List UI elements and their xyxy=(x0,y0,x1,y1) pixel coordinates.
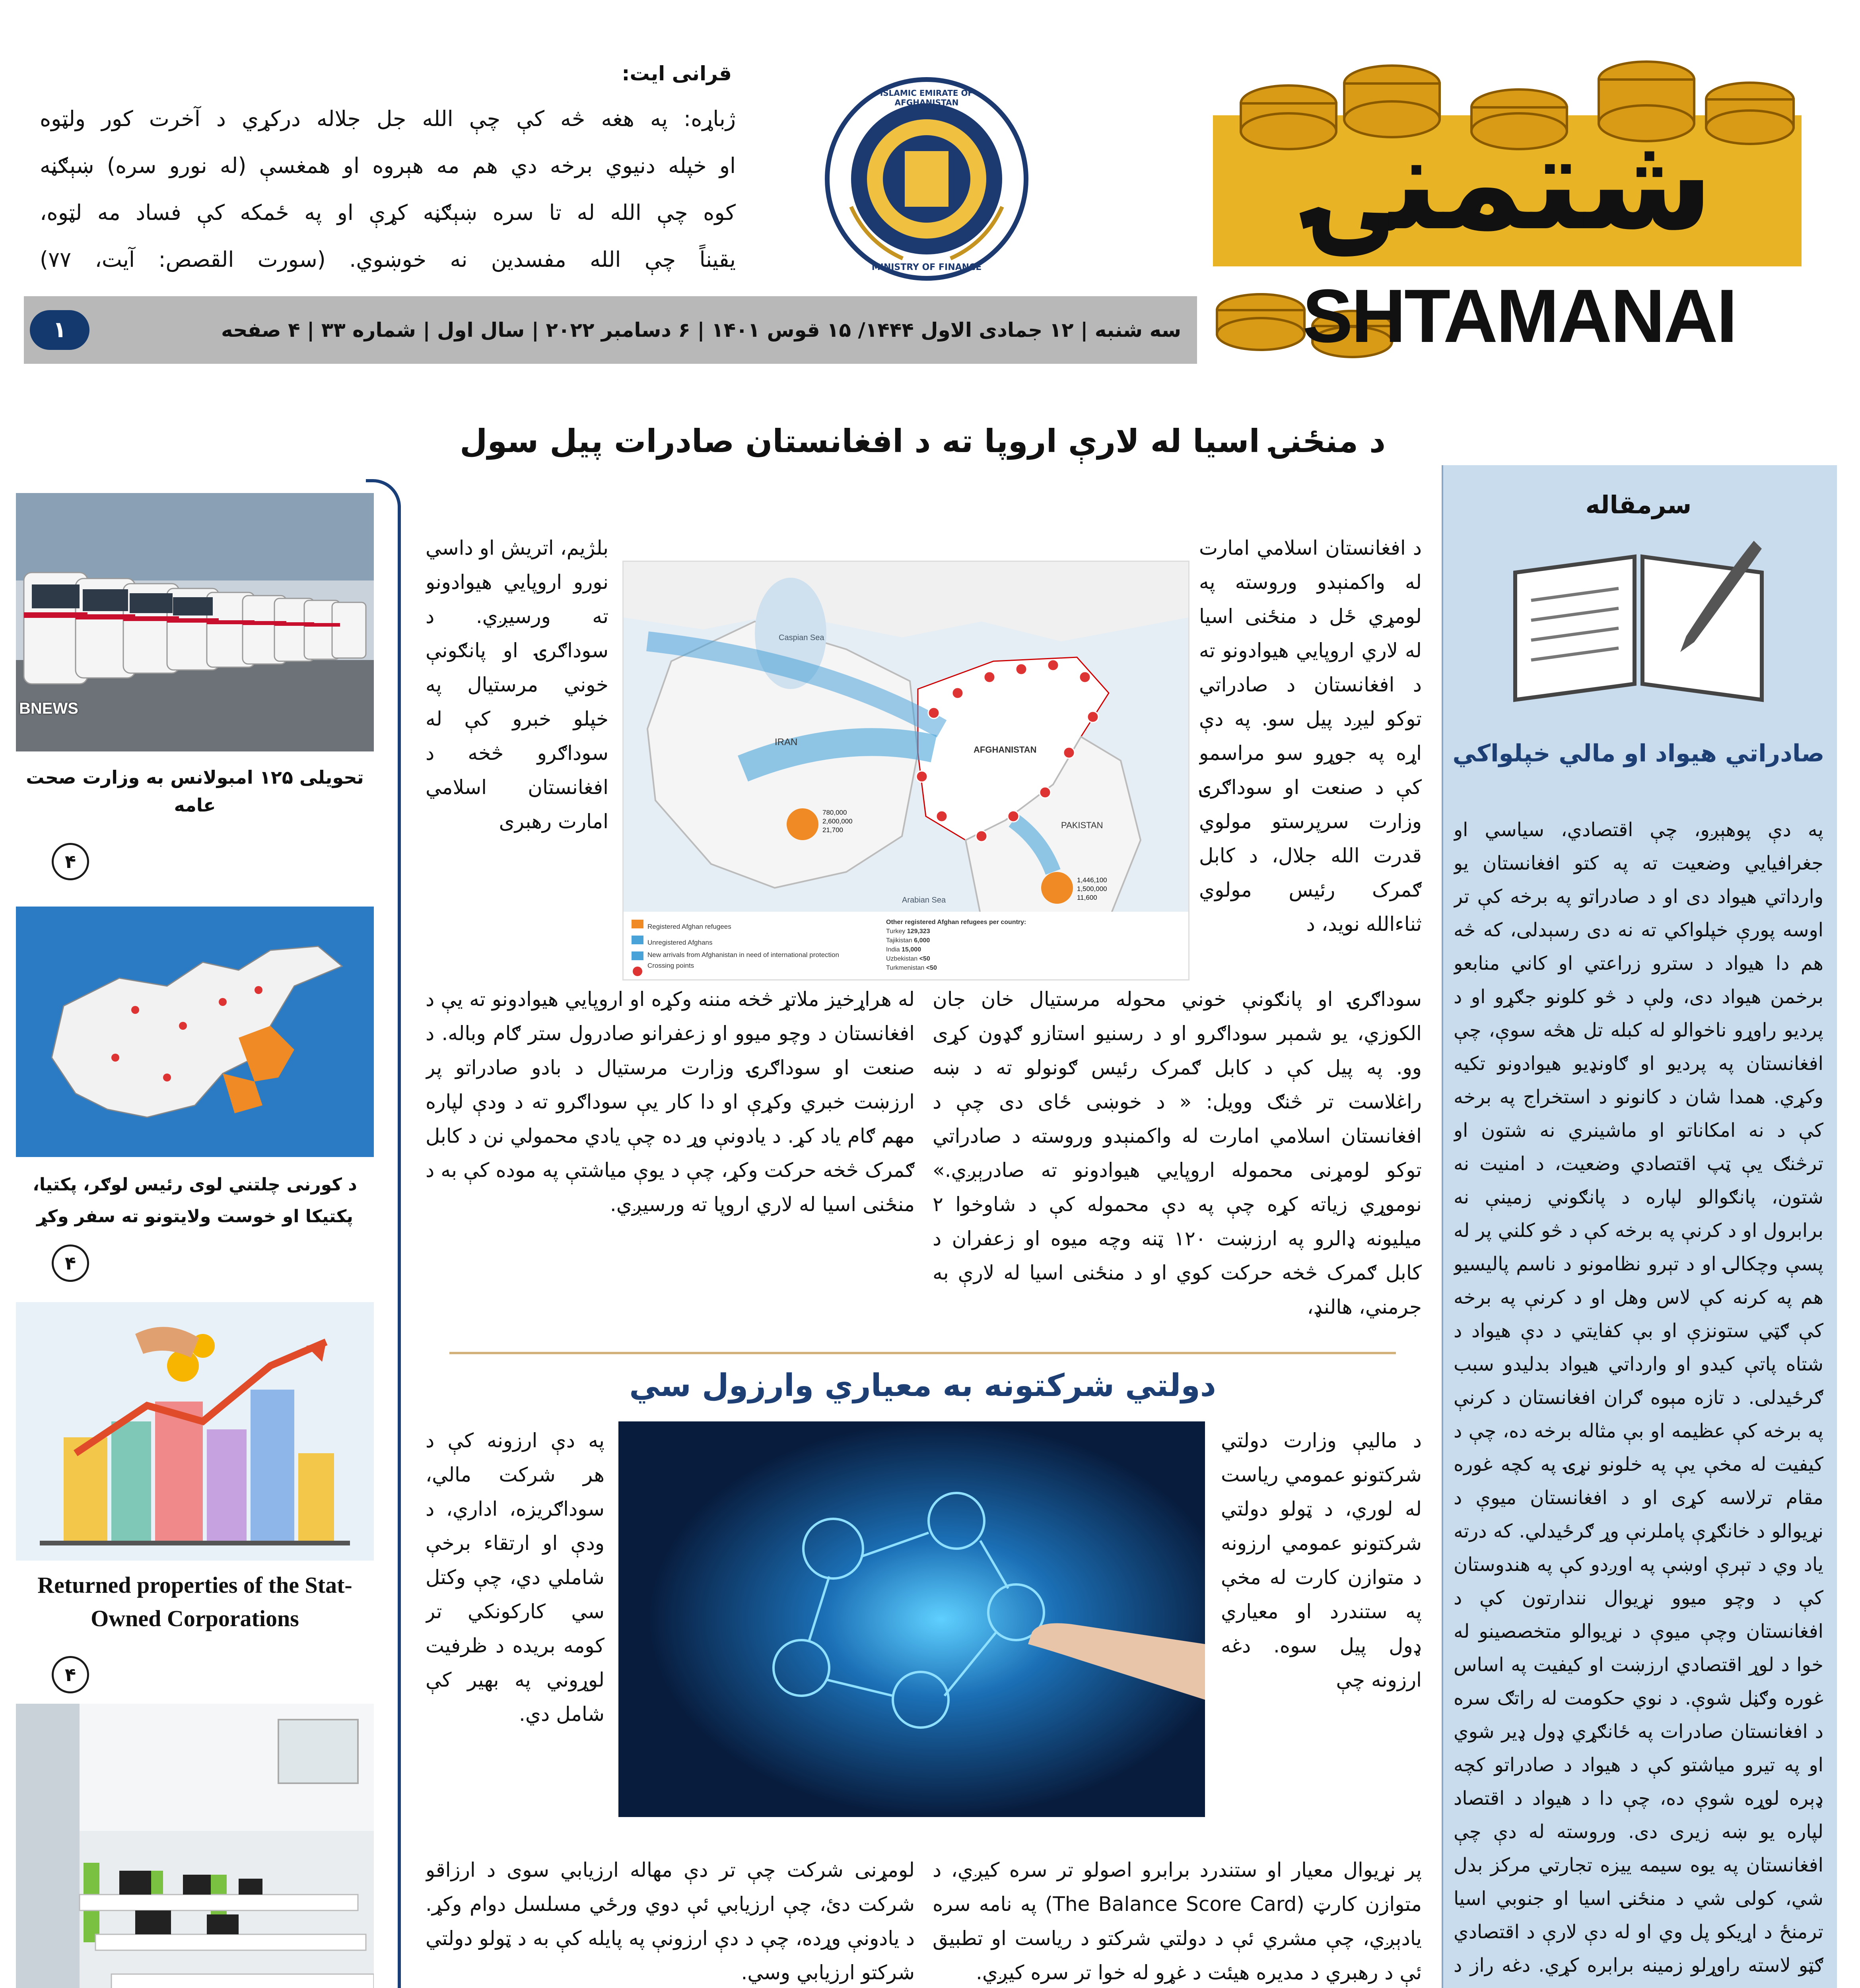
sidebar-caption: Returned properties of the Stat-Owned Corporations xyxy=(37,1572,352,1631)
quran-line: ژباړه: په هغه څه کې چې الله جل جلاله درکړي د آخرت کور ولټوه xyxy=(40,106,736,131)
legend-row: Turkmenistan <50 xyxy=(886,965,937,971)
afghanistan-map-photo xyxy=(16,907,374,1157)
sidebar-item-visit[interactable] xyxy=(16,907,374,1356)
article-divider xyxy=(449,1352,1396,1354)
article2-title: دولتي شرکتونه به معیاري وارزول سي xyxy=(629,1368,1216,1404)
page-ref-badge: ۴ xyxy=(52,843,89,880)
article2-col-left: په دې ارزونه کې د هر شرکت مالي، سوداګریزه، اداري، د ودې او ارتقاء برخې شاملي دي، چې وکتل سي کارکونکي تر کومه بریده د ظرفیت لوړوني په بهیر کې شامل دي. xyxy=(426,1429,604,1726)
map-legend xyxy=(647,919,870,974)
article1-col-left: بلژیم، اتریش او داسي نورو اروپایي هیوادونو ته ورسیږي. د سوداګرۍ او پانګونې خوني مرستیال په خپلو خبرو کې له سوداګرو څخه د افغانستان اسلامي امارت رهبری xyxy=(426,536,608,833)
quran-line: کوه چې الله له تا سره ښېګڼه کړې او په ځمکه کې فساد مه لټوه، xyxy=(40,200,736,225)
article1-title: د منځنۍ اسیا له لارې اروپا ته د افغانستان صادرات پیل سول xyxy=(459,423,1386,460)
sidebar-item-ambulance[interactable] xyxy=(16,493,374,922)
book-quill-icon xyxy=(1499,533,1778,704)
page-ref-badge: ۴ xyxy=(52,1244,89,1282)
properties-illustration xyxy=(16,1302,374,1561)
sidebar-caption: د کورنی چلتني لوی رئیس لوګر، پکتیا، پکتیکا او خوست ولایتونو ته سفر وکړ xyxy=(33,1175,357,1227)
sidebar-item-hiring[interactable] xyxy=(16,1704,374,1988)
sidebar xyxy=(16,493,374,1988)
refugee-map xyxy=(622,561,1189,980)
masthead xyxy=(0,0,1860,374)
legend-item: Crossing points xyxy=(647,962,694,969)
article2-wide-right: پر نړیوال معیار او ستندرد برابرو اصولو تر سره کیږي، د متوازن کارټ (The Balance Score Card) په نامه سره یادېږي، چې مشري ئې د دولتي شرکتو د ریاست او تطبیق ئې د رهبري د مدیره هیئت د غړو له خوا تر سره کیږي. xyxy=(933,1858,1422,1984)
legend-item: New arrivals from Afghanistan in need of international protection xyxy=(647,951,839,959)
quran-line: او خپله دنیوي برخه دي هم مه هېروه او همغسې (له نورو سره) ښېګڼه xyxy=(40,153,736,178)
office-photo xyxy=(16,1704,374,1988)
article1-col-right: د افغانستان اسلامي امارت له واکمنېدو وروسته په لومړي ځل د منځنی اسیا له لاري اروپایي هیوادونو ته د افغانستان د صادراتي توکو لیږد پیل سو. په دې اړه په جوړو سو مراسمو کې د صنعت او سوداګرۍ وزارت سرپرستو مولوي قدرت الله جلال، د کابل ګمرک رئیس مولوي ثناءالله نوید، د xyxy=(1199,536,1422,936)
emblem-top-text: ISLAMIC EMIRATE OF AFGHANISTAN xyxy=(880,88,974,107)
legend-row: Turkey 129,323 xyxy=(886,928,930,935)
map-stat: 780,000 xyxy=(822,809,847,816)
map-label: Caspian Sea xyxy=(779,633,824,642)
logo-script: شتمنۍ xyxy=(1312,107,1714,259)
map-stat: 1,446,100 xyxy=(1077,876,1107,884)
sidebar-item-properties[interactable] xyxy=(16,1302,374,1720)
ministry-emblem xyxy=(823,76,1030,282)
map-stat: 21,700 xyxy=(822,826,843,834)
page-ref-badge: ۴ xyxy=(52,1656,89,1693)
digital-security-photo xyxy=(618,1421,1205,1817)
logo xyxy=(1201,56,1825,366)
article2-wide-left: لومړنی شرکت چې تر دې مهاله ارزیابي سوی د ارزاقو شرکت دئ، چې ارزیابي ئې دوي ورځي مسلسل دوام وکړ. د یادونې وړده، چې د دې ارزونې په پایله کې به د ټولو دولتي شرکتو ارزیابي وسي. xyxy=(426,1858,915,1984)
page-number: ۱ xyxy=(52,317,67,343)
emblem-bottom-text: MINISTRY OF FINANCE xyxy=(871,262,982,272)
ambulance-photo xyxy=(16,493,374,751)
dateline-text: سه شنبه | ۱۲ جمادی الاول ۱۴۴۴/ ۱۵ قوس ۱۴۰۱ | ۶ دسامبر ۲۰۲۲ | سال اول | شماره ۳۳ | ۴ صفحه xyxy=(221,318,1181,342)
legend-title: Other registered Afghan refugees per country: xyxy=(886,919,1026,926)
editorial-header: سرمقاله xyxy=(1585,490,1692,519)
legend-row: Tajikistan 6,000 xyxy=(886,937,930,944)
quran-title: قرانی ایت: xyxy=(622,62,732,85)
map-label: AFGHANISTAN xyxy=(974,745,1037,755)
legend-row: Uzbekistan <50 xyxy=(886,955,930,962)
editorial-body: په دې پوهېږو، چې اقتصادي، سیاسي او جغرافیایي وضعیت ته په کتو افغانستان یو وارداتي هیواد دی او د صادراتو په برخه کې تر اوسه پورې خپلواکي ته نه دی رسېدلی، که څه هم دا هیواد د سترو زراعتي او کاني منابعو برخمن هیواد دی، ولې د څو کلونو جګړو او د پردیو راوړو ناخوالو له کبله تل هڅه سوې، چې افغانستان په پردیو او ګاونډیو هیوادونو تکیه وکړي. همدا شان د کانونو د استخراج په برخه کې د نه امکاناتو او ماشینري نه شتون او ترڅنګ یې ټپ اقتصادي وضعیت، د امنیت نه شتون، پانګوالو لپاره د پانګوني زمینې نه برابرول او د کرنې په برخه کې د څو کلني پر له پسې وچکالۍ او د تېرو نظامونو د ناسم پالیسیو هم په کرنه کې لاس وهل او د کرنې په برخه کې ګټي ستونزې او بې کفایتي د دې هیواد د شتاه پاتې کیدو او وارداتي هیواد بدلیدو سبب ګرځیدلی. د تازه مېوه ګران افغانستان د کرنې په برخه کې عظیمه او بې مثاله برخه ده، چې د کیفیت له مخې یې په خلونو نړۍ په کچه غوره مقام ترلاسه کړی او د افغانستان میوې د نړیوالو د خانګړې پاملرنې وړ ګرځیدلي. که درته یاد وي د تېرې اوښې په اوږدو کې په هندوستان کې د وچو میوو نړیوال نندارتون کې د افغانستان وچې میوې د نړیوالو متخصصینو له خوا د لوړ اقتصادي ارزښت او کیفیت په اساس غوره وګڼل شوې. د نوي حکومت له راتګ سره د افغانستان صادرات په ځانګړي ډول ډیر شوي او په تیرو میاشتو کې د هیواد د صادراتو کچه ډېره لوړه شوې ده، چې دا د هیواد د اقتصاد لپاره یو ښه زیری دی. وروسته له دې چې افغانستان په یوه سیمه ییزه تجارتي مرکز بدل شي، کولی شي د منځنۍ اسیا او جنوبي اسیا ترمنځ د اړیکو پل وي او له دې لارې د اقتصادي ګټو لاسته راوړلو زمینه برابره کړي. دغه راز د xyxy=(1454,819,1823,1976)
map-stat-iran xyxy=(822,808,853,835)
article1-wide-right: سوداګرۍ او پانګونې خوني محوله مرستیال خان جان الکوزي، یو شمېر سوداګرو او د رسنیو استازو ګډون کړی وو. په پیل کې د کابل ګمرک رئیس ګونولو ته د ښه راغلاست تر څنګ وویل: « د خوښی ځای دی چې د افغانستان اسلامي امارت له واکمنېدو وروسته د صادراتي توکو لومړنی محموله اروپایي هیوادونو ته صادرېږي.» نوموړي زیاته کړه چې په دې محموله کې د شاوخوا ۲ میلیونه ډالرو په ارزښت ۱۲۰ ټنه وچه میوه او زعفران د کابل ګمرک څخه حرکت کوي او د منځنی اسیا له لارې به جرمني، هالنډ، xyxy=(933,988,1422,1318)
article1-wide-left: له هراړخیز ملاتړ څخه مننه وکړه او اروپایي هیوادونو ته یې د افغانستان د وچو میوو او زعفرانو صادرول ستر ګام وباله. د صنعت او سوداګرۍ وزارت مرستیال د بادو صادراتو پر ارزښت خبري وکړې او دا کار یې سوداګرو ته د ودې لپاره مهم ګام یاد کړ. د یادونې وړ ده چې یادي محمولي نن د کابل ګمرک څخه حرکت وکړ، چې د یوې میاشتې په موده کې به د منځنی اسیا له لاري اروپا ته ورسیږي. xyxy=(426,988,915,1216)
map-label: Arabian Sea xyxy=(902,896,946,905)
editorial-title: صادراتي هیواد او مالي خپلواکي xyxy=(1452,740,1825,767)
photo-watermark: BNEWS xyxy=(19,700,78,717)
logo-latin: SHTAMANAI xyxy=(1302,274,1736,358)
map-label: IRAN xyxy=(775,737,798,747)
map-stat: 2,600,000 xyxy=(822,817,853,825)
quran-line: یقیناً چې الله مفسدین نه خوښوي. (سورت القصص: آیت، ۷۷) xyxy=(40,247,736,272)
legend-row: India 15,000 xyxy=(886,946,921,953)
map-label: PAKISTAN xyxy=(1061,820,1103,830)
legend-item: Registered Afghan refugees xyxy=(647,923,731,930)
sidebar-caption: تحویلی ۱۲۵ امبولانس به وزارت صحت عامه xyxy=(26,767,364,816)
quran-verse xyxy=(40,95,736,283)
map-legend-2 xyxy=(886,918,1053,973)
article2-col-right: د مالیې وزارت دولتي شرکتونو عمومي ریاست له لوري، د ټولو دولتي شرکتونو عمومي ارزونه د متوازن کارت له مخې په ستندرد او معیاري ډول پیل سوه. دغه ارزونه چې xyxy=(1221,1429,1422,1691)
map-stat-pakistan xyxy=(1077,876,1107,902)
legend-item: Unregistered Afghans xyxy=(647,939,713,946)
map-stat: 11,600 xyxy=(1077,894,1097,901)
map-stat: 1,500,000 xyxy=(1077,885,1107,893)
